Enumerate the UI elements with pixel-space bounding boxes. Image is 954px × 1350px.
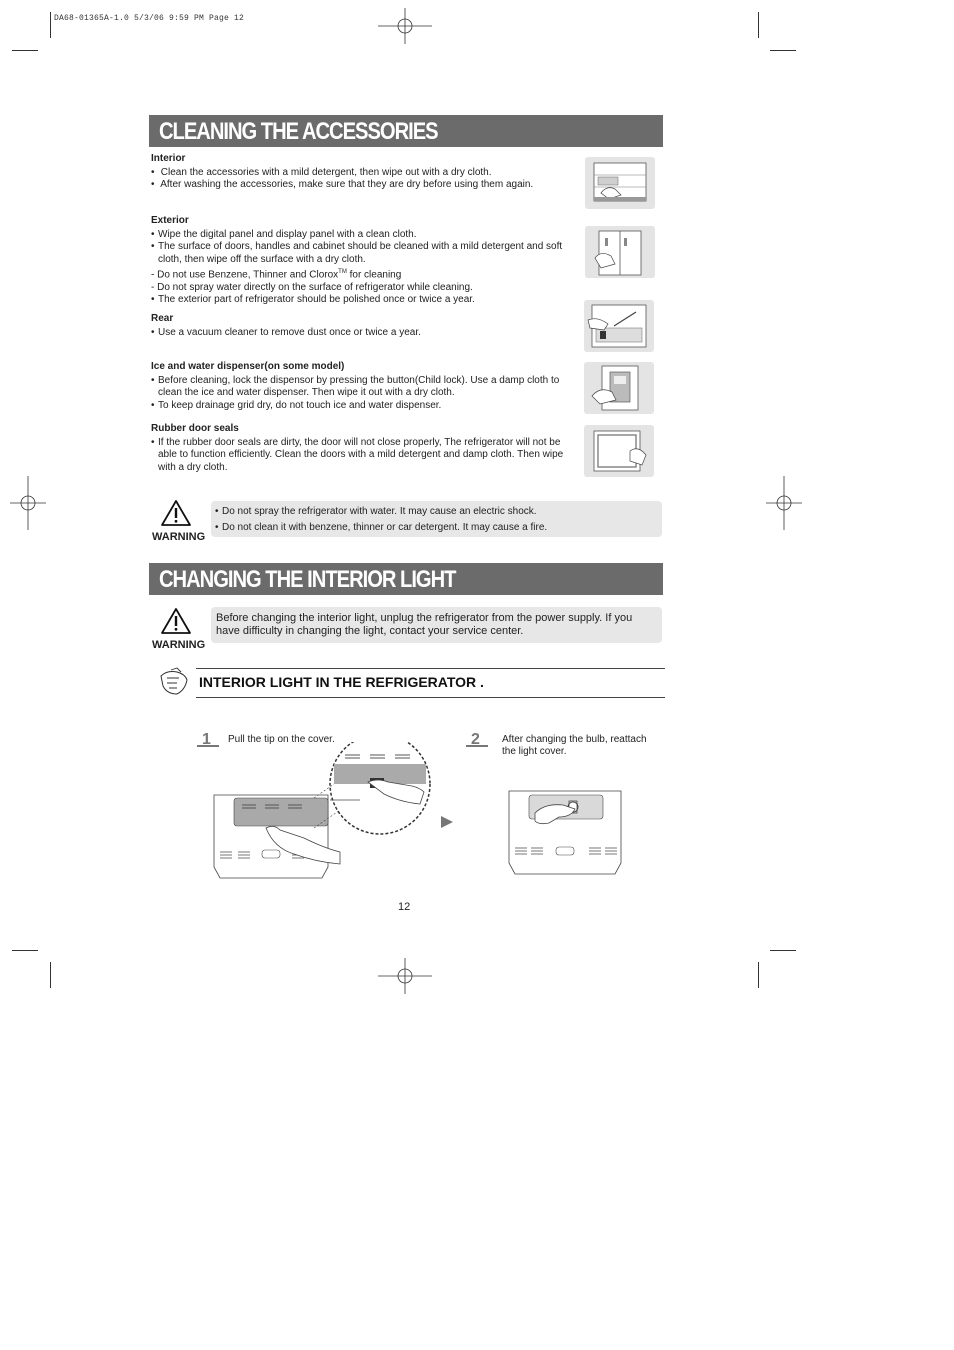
warning-triangle-icon [160,499,192,527]
seals-item: • If the rubber door seals are dirty, the door will not close properly, The refrigerator will not be [151,436,561,448]
hand-note-icon [157,666,191,696]
warning-label: WARNING [152,639,206,651]
cleaning-warning-box [211,501,662,537]
interior-heading: Interior [151,153,186,164]
section-seals [151,423,571,474]
exterior-illustration [585,226,655,278]
section-exterior [151,215,571,307]
cleaning-title-banner [149,115,663,147]
registration-mark-left [10,476,46,530]
dispenser-item: • Before cleaning, lock the dispensor by pressing the button(Child lock). Use a damp cloth to [151,374,560,386]
light-warning-box [211,607,662,643]
interior-item: • After washing the accessories, make sure that they are dry before using them again. [151,179,534,190]
light-warning-text: Before changing the interior light, unplug the refrigerator from the power supply. If you have difficulty in changing the light, contact your service center. [216,612,633,637]
registration-mark-bottom [378,958,432,994]
seals-item-cont: with a dry cloth. [158,461,228,473]
step-number-badge [466,731,488,747]
seals-heading: Rubber door seals [151,423,239,434]
step-text: Pull the tip on the cover. [228,734,335,745]
exterior-heading: Exterior [151,215,189,226]
dispenser-item-cont: clean the ice and water dispenser. Then wipe it out with a dry cloth. [158,387,455,398]
rear-illustration [584,300,654,352]
warning-item: • Do not spray the refrigerator with water. It may cause an electric shock. [215,506,537,517]
dispenser-item: • To keep drainage grid dry, do not touch ice and water dispenser. [151,399,442,411]
step2-illustration [505,787,625,877]
exterior-dash: - Do not use Benzene, Thinner and Clorox™ for cleaning [151,269,402,281]
exterior-item: • The exterior part of refrigerator should be polished once or twice a year. [151,294,475,306]
seals-item-cont: able to function efficiently. Clean the doors with a mild detergent and damp cloth. Then wipe [158,449,564,460]
print-header: DA68-01365A-1.0 5/3/06 9:59 PM Page 12 [54,14,245,23]
rear-item: • Use a vacuum cleaner to remove dust once or twice a year. [151,326,421,338]
step1-illustration [210,742,435,882]
section-rear [151,313,571,339]
light-title-banner [149,563,663,595]
subheading-rule-bottom [196,697,665,698]
exterior-dash: - Do not spray water directly on the surface of refrigerator while cleaning. [151,281,473,293]
cleaning-title: CLEANING THE ACCESSORIES [159,118,438,145]
dispenser-heading: Ice and water dispenser(on some model) [151,361,345,372]
light-title: CHANGING THE INTERIOR LIGHT [159,566,456,593]
subheading-interior-light: INTERIOR LIGHT IN THE REFRIGERATOR . [199,674,484,690]
registration-mark-right [766,476,802,530]
warning-item: • Do not clean it with benzene, thinner or car detergent. It may cause a fire. [215,522,548,533]
warning-label: WARNING [152,531,206,543]
step-number: 2 [471,731,480,747]
subheading-rule-top [196,668,665,669]
warning-triangle-icon [160,607,192,635]
step-number: 1 [202,731,211,747]
interior-illustration [585,157,655,209]
seals-illustration [584,425,654,477]
section-interior [151,153,571,192]
dispenser-illustration [584,362,654,414]
exterior-item: • The surface of doors, handles and cabinet should be cleaned with a mild detergent and soft [151,241,563,252]
rear-heading: Rear [151,313,174,324]
step-text: After changing the bulb, reattach the light cover. [502,734,647,757]
exterior-item-cont: cloth, then wipe off the surface with a dry cloth. [158,253,366,265]
next-arrow-icon [440,815,454,829]
section-dispenser [151,361,571,412]
exterior-item: • Wipe the digital panel and display panel with a clean cloth. [151,228,417,240]
page-number: 12 [398,901,411,913]
interior-item: • Clean the accessories with a mild detergent, then wipe out with a dry cloth. [151,166,492,178]
registration-mark-top [378,8,432,44]
